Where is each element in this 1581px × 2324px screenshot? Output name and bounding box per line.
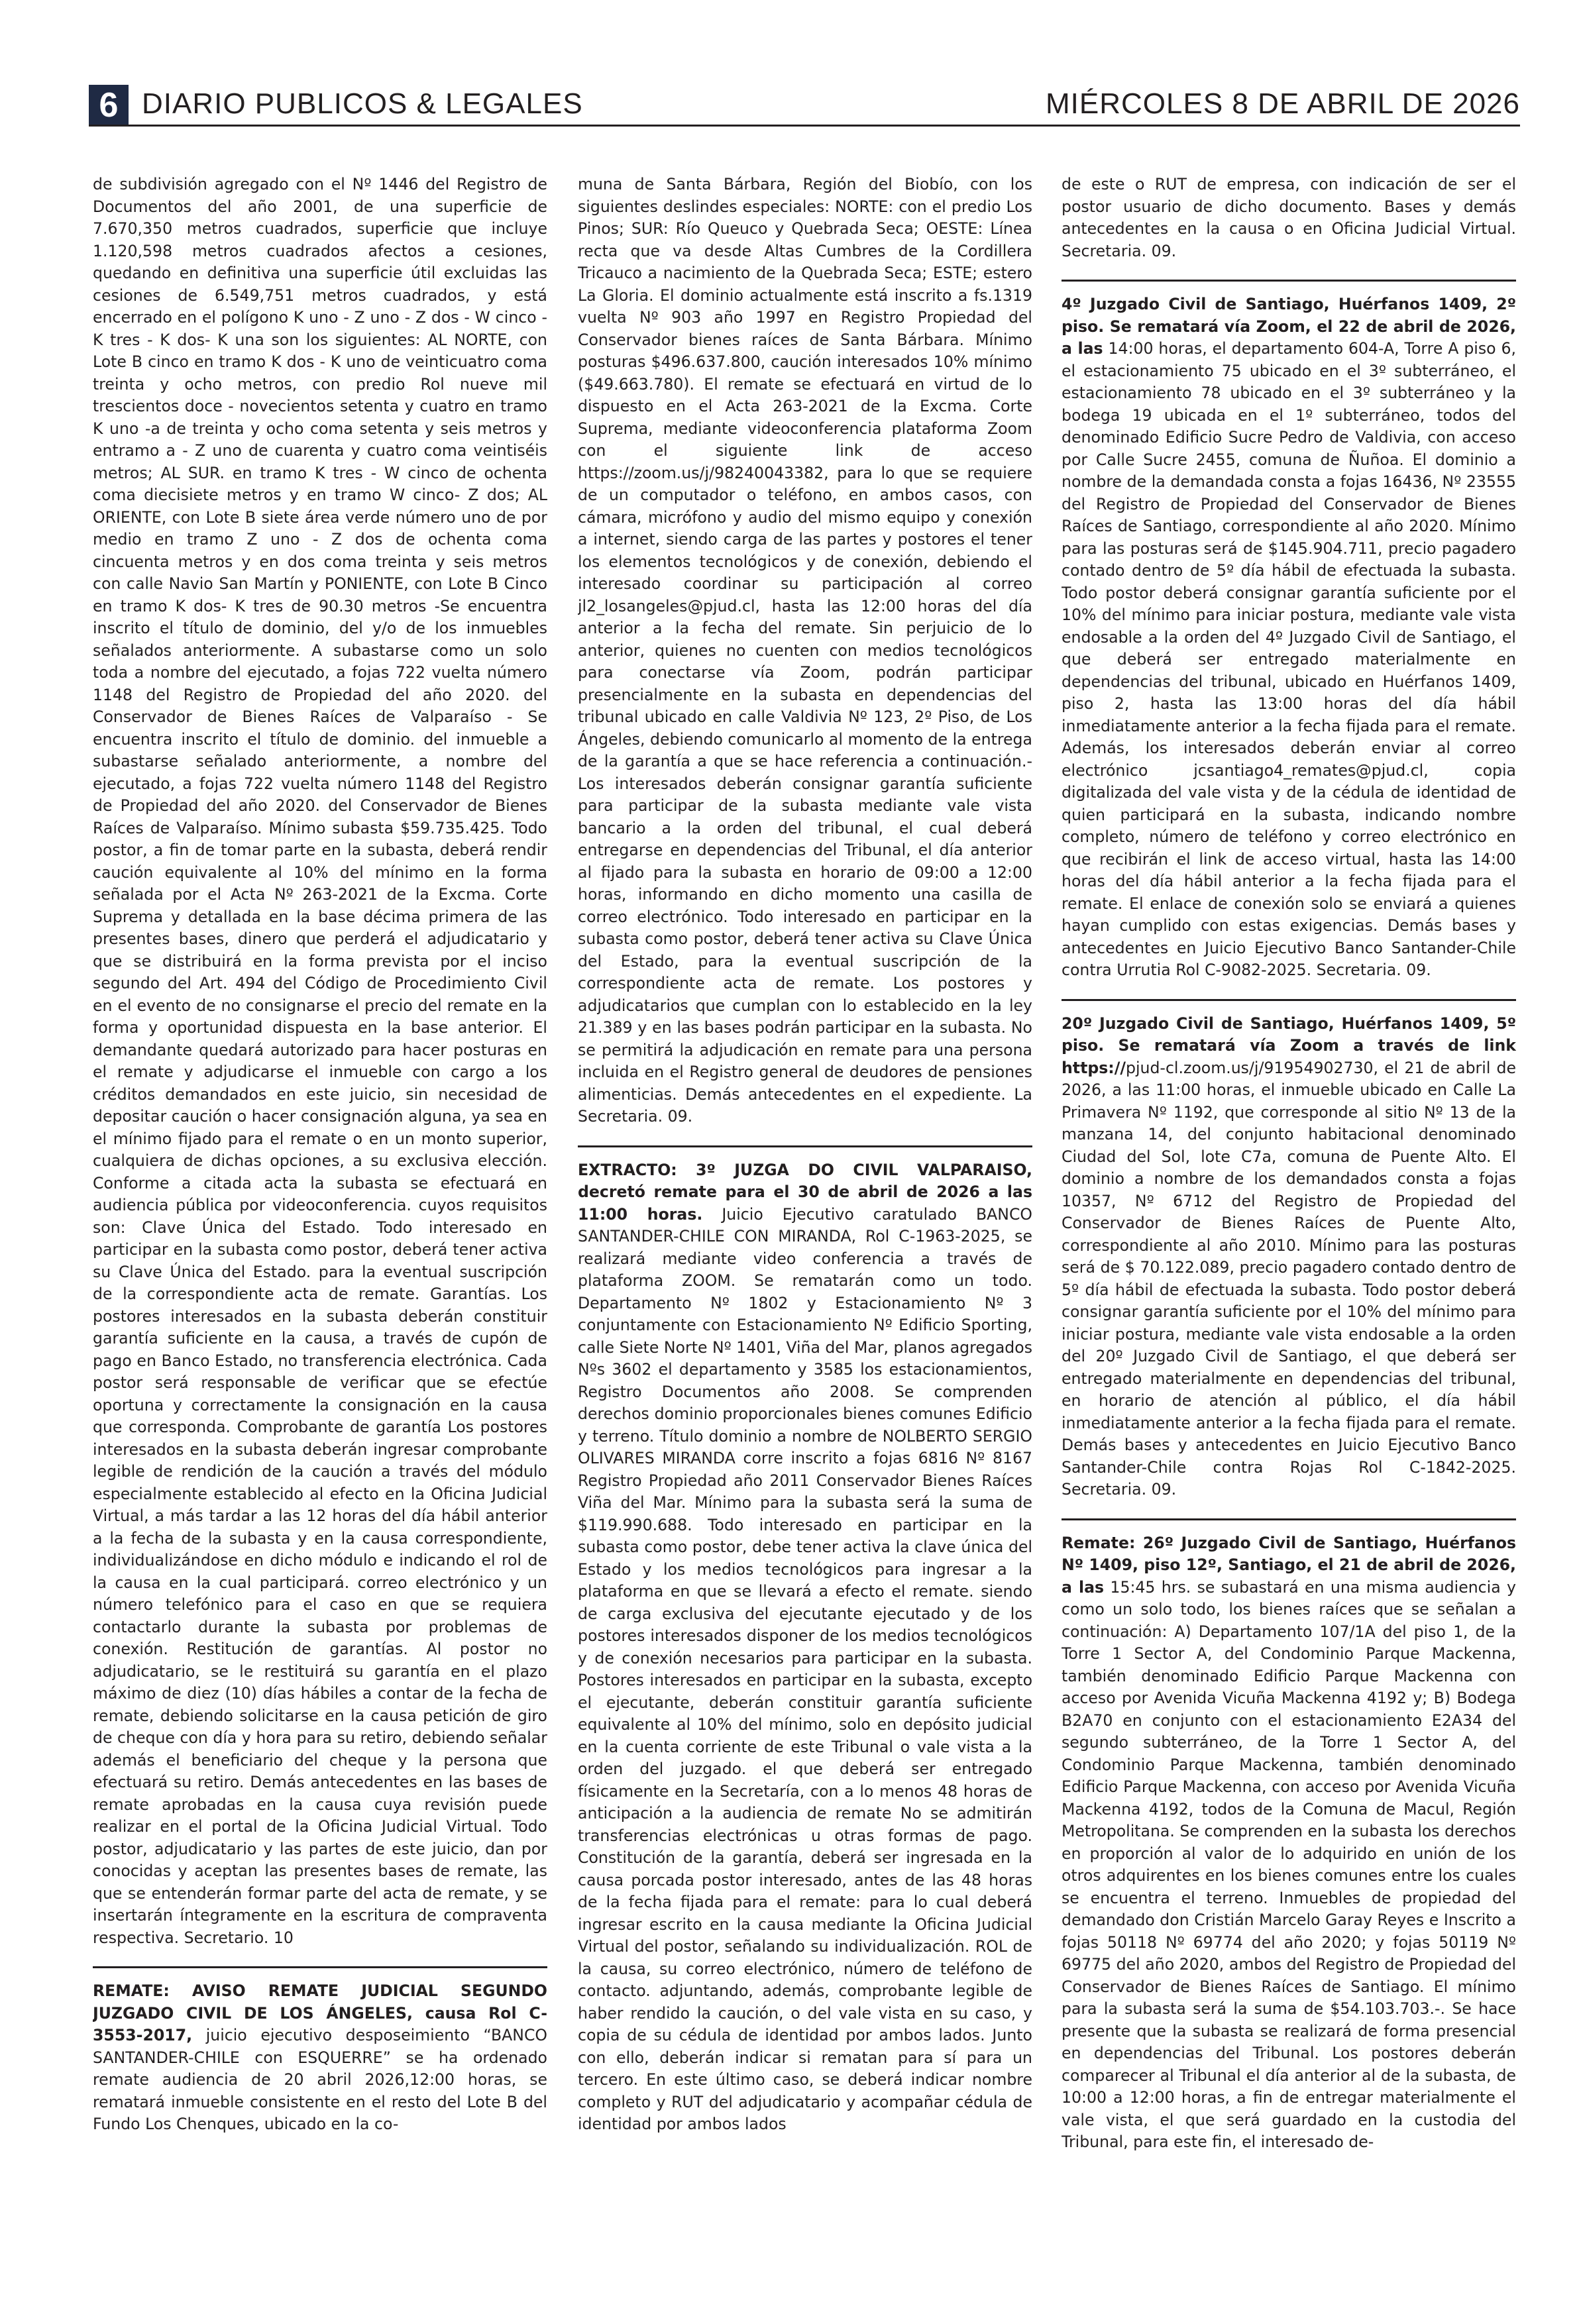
notice-separator [93, 1966, 547, 1968]
notice-continuation [93, 174, 547, 1949]
notice-body: juicio ejecutivo desposeimiento “BANCO SANTANDER-CHILE con ESQUERRE” se ha ordenado remate audiencia de 20 abril 2026,12:00 horas, se rematará inmueble consistente en el resto del Lote B del Fundo Los Chenques, ubicado en la co- [93, 2026, 547, 2133]
issue-date: MIÉRCOLES 8 DE ABRIL DE 2026 [1046, 87, 1520, 120]
notice-los-angeles [93, 1980, 547, 2136]
column-2 [578, 174, 1032, 2287]
notice-heading: EXTRACTO: 3º JUZGA DO CIVIL VALPARAISO, decretó remate para el 30 de abril de 2026 a las 11:00 horas. [578, 1160, 1032, 1224]
page-number: 6 [89, 85, 129, 126]
notice-20-juzgado [1062, 1013, 1516, 1501]
notice-heading: 4º Juzgado Civil de Santiago, Huérfanos 1409, 2º piso. Se rematará vía Zoom, el 22 de abril de 2026, a las [1062, 295, 1516, 358]
column-3 [1062, 174, 1516, 2287]
page-header [89, 78, 1520, 129]
notice-heading: 20º Juzgado Civil de Santiago, Huérfanos 1409, 5º piso. Se rematará vía Zoom a través de link https:// [1062, 1014, 1516, 1077]
notice-body: de subdivisión agregado con el Nº 1446 del Registro de Documentos del año 2001, de una superficie de 7.670,350 metros cuadrados, superficie que incluye 1.120,598 metros cuadrados afectos a cesiones, quedando en definitiva una superficie útil excluidas las cesiones de 6.549,751 metros cuadrados, y está encerrado en el polígono K uno - Z uno - Z dos - W cinco - K tres - K dos- K una son los siguientes: AL NORTE, con Lote B cinco en tramo K dos - K uno de veinticuatro coma treinta y ocho metros, con predio Rol nueve mil trescientos doce - novecientos setenta y cuatro en tramo K uno -a de treinta y ocho coma setenta y seis metros y entramo a - Z uno de cuarenta y cuatro coma veintiséis metros; AL SUR. en tramo K tres - W cinco de ochenta coma diecisiete metros y en tramo W cinco- Z dos; AL ORIENTE, con Lote B siete área verde número uno de por medio en tramo Z uno - Z dos de ochenta coma cincuenta metros y en dos coma treinta y seis metros con calle Navio San Martín y PONIENTE, con Lote B Cinco en tramo K dos- K tres de 90.30 metros -Se encuentra inscrito el título de dominio, del y/o de los inmuebles señalados anteriormente. A subastarse como un solo toda a nombre del ejecutado, a fojas 722 vuelta número 1148 del Registro de Propiedad del año 2020. del Conservador de Bienes Raíces de Valparaíso - Se encuentra inscrito el título de dominio. del inmueble a subastarse señalado anteriormente, a nombre del ejecutado, a fojas 722 vuelta número 1148 del Registro de Propiedad del año 2020. del Conservador de Bienes Raíces de Valparaíso. Mínimo subasta $59.735.425. Todo postor, a fin de tomar parte en la subasta, deberá rendir caución equivalente al 10% del mínimo en la forma señalada por el Acta Nº 263-2021 de la Excma. Corte Suprema y detallada en la base décima primera de las presentes bases, dinero que perderá el adjudicatario y que se distribuirá en la forma prevista por el inciso segundo del Art. 494 del Código de Procedimiento Civil en el evento de no consignarse el precio del remate en la forma y oportunidad dispuesta en la base anterior. El demandante quedará autorizado para hacer posturas en el remate y adjudicarse el inmueble con cargo a los créditos demandados en este juicio, sin necesidad de depositar caución o hacer consignación alguna, ya sea en el mínimo fijado para el remate o en un monto superior, cualquiera de dichas opciones, a su exclusiva elección. Conforme a citada acta la subasta se efectuará en audiencia pública por videoconferencia. cuyos requisitos son: Clave Única del Estado. Todo interesado en participar en la subasta como postor, deberá tener activa su Clave Única del Estado. para la eventual suscripción de la correspondiente acta de remate. Garantías. Los postores interesados en la subasta deberán constituir garantía suficiente en la causa, a través de cupón de pago en Banco Estado, no transferencia electrónica. Cada postor será responsable de verificar que se efectúe oportuna y correctamente la consignación en la causa que corresponda. Comprobante de garantía Los postores interesados en la subasta deberán ingresar comprobante legible de rendición de la caución a través del módulo especialmente establecido al efecto en la Oficina Judicial Virtual, a más tardar a las 12 horas del día hábil anterior a la fecha de la subasta y en la causa correspondiente, individualizándose en dicho módulo e indicando el rol de la causa en la cual participará. correo electrónico y un número telefónico para el caso en que se requiera contactarlo durante la subasta por problemas de conexión. Restitución de garantías. Al postor no adjudicatario, se le restituirá su garantía en el plazo máximo de diez (10) días hábiles a contar de la fecha de remate, debiendo solicitarse en la causa petición de giro de cheque con día y hora para su retiro, debiendo señalar además el beneficiario del cheque y la persona que efectuará su retiro. Demás antecedentes en las bases de remate aprobadas en la causa cuya revisión puede realizar en el portal de la Oficina Judicial Virtual. Todo postor, adjudicatario y las partes de este juicio, dan por conocidas y aceptan las presentes bases de remate, las que se entenderán formar parte del acta de remate, y se insertarán íntegramente en la escritura de compraventa respectiva. Secretario. 10 [93, 175, 547, 1947]
notice-4-juzgado [1062, 293, 1516, 982]
notice-valparaiso [578, 1159, 1032, 2136]
column-1 [93, 174, 547, 2287]
notice-heading: REMATE: AVISO REMATE JUDICIAL SEGUNDO JUZGADO CIVIL DE LOS ÁNGELES, causa Rol C-3553-2017, [93, 1981, 547, 2044]
notice-body: de este o RUT de empresa, con indicación de ser el postor usuario de dicho documento. Bases y demás antecedentes en la causa o en Oficina Judicial Virtual. Secretaria. 09. [1062, 175, 1516, 260]
notice-26-juzgado [1062, 1532, 1516, 2154]
notice-body: muna de Santa Bárbara, Región del Biobío, con los siguientes deslindes especiales: NORTE: con el predio Los Pinos; SUR: Río Queuco y Quebrada Seca; OESTE: Línea recta que va desde Altas Cumbres de la Cordillera Tricauco a nacimiento de la Quebrada Seca; ESTE; estero La Gloria. El dominio actualmente está inscrito a fs.1319 vuelta Nº 903 año 1997 en Registro Propiedad del Conservador bienes raíces de Santa Bárbara. Mínimo posturas $496.637.800, caución interesados 10% mínimo ($49.663.780). El remate se efectuará en virtud de lo dispuesto en el Acta 263-2021 de la Excma. Corte Suprema, mediante videoconferencia plataforma Zoom con el siguiente link de acceso https://zoom.us/j/98240043382, para lo que se requiere de un computador o teléfono, en ambos casos, con cámara, micrófono y audio del mismo equipo y conexión a internet, siendo carga de las partes y postores el tener los elementos tecnológicos y de conexión, debiendo el interesado coordinar su participación al correo jl2_losangeles@pjud.cl, hasta las 12:00 horas del día anterior a la fecha del remate. Sin perjuicio de lo anterior, quienes no cuenten con medios tecnológicos para conectarse vía Zoom, podrán participar presencialmente en la subasta en dependencias del tribunal ubicado en calle Valdivia Nº 123, 2º Piso, de Los Ángeles, debiendo comunicarlo al momento de la entrega de la garantía a que se hace referencia a continuación.-Los interesados deberán consignar garantía suficiente para participar de la subasta mediante vale vista bancario a la orden del tribunal, el cual deberá entregarse en dependencias del Tribunal, el día anterior al fijado para la subasta en horario de 09:00 a 12:00 horas, informando en dicho momento una casilla de correo electrónico. Todo interesado en participar en la subasta como postor, deberá tener activa su Clave Única del Estado, para la eventual suscripción de la correspondiente acta de remate. Los postores y adjudicatarios que cumplan con lo establecido en la ley 21.389 y en las bases podrán participar en la subasta. No se permitirá la adjudicación en remate para una persona incluida en el Registro general de deudores de pensiones alimenticias. Demás antecedentes en el expediente. La Secretaria. 09. [578, 175, 1032, 1126]
notice-separator [578, 1145, 1032, 1147]
notice-heading: Remate: 26º Juzgado Civil de Santiago, Huérfanos Nº 1409, piso 12º, Santiago, el 21 de abril de 2026, a las [1062, 1533, 1516, 1597]
header-rule [89, 125, 1520, 127]
notice-body: 14:00 horas, el departamento 604-A, Torre A piso 6, el estacionamiento 75 ubicado en el 3º subterráneo, el estacionamiento 78 ubicado en el 3º subterráneo y la bodega 19 ubicada en el 1º subterráneo, todos del denominado Edificio Sucre Pedro de Valdivia, con acceso por Calle Sucre 2455, comuna de Ñuñoa. El dominio a nombre de la demandada consta a fojas 16436, Nº 23555 del Registro de Propiedad del Conservador de Bienes Raíces de Santiago, correspondiente al año 2020. Mínimo para las posturas será de $145.904.711, precio pagadero contado dentro de 5º día hábil de efectuada la subasta. Todo postor deberá consignar garantía suficiente por el 10% del mínimo para iniciar postura, mediante vale vista endosable a la orden del 4º Juzgado Civil de Santiago, el que deberá ser entregado materialmente en dependencias del tribunal, ubicado en Huérfanos 1409, piso 2, hasta las 13:00 horas del día hábil inmediatamente anterior a la fecha fijada para el remate. Además, los interesados deberán enviar al correo electrónico jcsantiago4_remates@pjud.cl, copia digitalizada del vale vista y de la cédula de identidad de quien participará en la subasta, indicando nombre completo, número de teléfono y correo electrónico en que recibirán el link de acceso virtual, hasta las 14:00 horas del día hábil anterior a la fecha fijada para el remate. El enlace de conexión solo se enviará a quienes hayan cumplido con estas exigencias. Demás bases y antecedentes en Juicio Ejecutivo Banco Santander-Chile contra Urrutia Rol C-9082-2025. Secretaria. 09. [1062, 339, 1516, 979]
notice-continuation [578, 174, 1032, 1128]
notice-body: pjud-cl.zoom.us/j/91954902730, el 21 de abril de 2026, a las 11:00 horas, el inmueble ubicado en Calle La Primavera Nº 1192, que corresponde al sitio Nº 13 de la manzana 14, del conjunto habitacional denominado Ciudad del Sol, lote C7a, comuna de Puente Alto. El dominio a nombre de los demandados consta a fojas 10357, Nº 6712 del Registro de Propiedad del Conservador de Bienes Raíces de Puente Alto, correspondiente al año 2010. Mínimo para las posturas será de $ 70.122.089, precio pagadero contado dentro de 5º día hábil de efectuada la subasta. Todo postor deberá consignar garantía suficiente por el 10% del mínimo para iniciar postura, mediante vale vista endosable a la orden del 20º Juzgado Civil de Santiago, el que deberá ser entregado materialmente en dependencias del tribunal, en horario de atención al público, el día hábil inmediatamente anterior a la fecha fijada para el remate. Demás bases y antecedentes en Juicio Ejecutivo Banco Santander-Chile contra Rojas Rol C-1842-2025. Secretaria. 09. [1062, 1058, 1516, 1499]
notice-body: 15:45 hrs. se subastará en una misma audiencia y como un solo todo, los bienes raíces que se señalan a continuación: A) Departamento 107/1A del piso 1, de la Torre 1 Sector A, del Condominio Parque Mackenna, también denominado Edificio Parque Mackenna con acceso por Avenida Vicuña Mackenna 4192 y; B) Bodega B2A70 en conjunto con el estacionamiento E2A34 del segundo subterráneo, de la Torre 1 Sector A, del Condominio Parque Mackenna, también denominado Edificio Parque Mackenna, con acceso por Avenida Vicuña Mackenna 4192, todos de la Comuna de Macul, Región Metropolitana. Se comprenden en la subasta los derechos en proporción al valor de lo adquirido en unión de los otros adquirentes en los bienes comunes entre los cuales se encuentra el terreno. Inmuebles de propiedad del demandado don Cristián Marcelo Garay Reyes e Inscrito a fojas 50118 Nº 69774 del año 2020; y fojas 50119 Nº 69775 del año 2020, ambos del Registro de Propiedad del Conservador de Bienes Raíces de Santiago. El mínimo para la subasta será la suma de $54.103.703.-. Se hace presente que la subasta se realizará de forma presencial en dependencias del Tribunal. Los postores deberán comparecer al Tribunal el día anterior al de la subasta, de 10:00 a 12:00 horas, a fin de entregar materialmente el vale vista, el que será guardado en la custodia del Tribunal, para este fin, el interesado de- [1062, 1577, 1516, 2151]
notice-separator [1062, 1518, 1516, 1520]
publication-title: DIARIO PUBLICOS & LEGALES [142, 87, 583, 120]
notice-separator [1062, 280, 1516, 282]
notice-body: Juicio Ejecutivo caratulado BANCO SANTANDER-CHILE CON MIRANDA, Rol C-1963-2025, se realizará mediante video conferencia a través de plataforma ZOOM. Se rematarán como un todo. Departamento Nº 1802 y Estacionamiento Nº 3 conjuntamente con Estacionamiento Nº Edificio Sporting, calle Siete Norte Nº 1401, Viña del Mar, planos agregados Nºs 3602 el departamento y 3585 los estacionamientos, Registro Documentos año 2008. Se comprenden derechos dominio proporcionales bienes comunes Edificio y terreno. Título dominio a nombre de NOLBERTO SERGIO OLIVARES MIRANDA corre inscrito a fojas 6816 Nº 8167 Registro Propiedad año 2011 Conservador Bienes Raíces Viña del Mar. Mínimo para la subasta será la suma de $119.990.688. Todo interesado en participar en la subasta como postor, debe tener activa la clave única del Estado y los medios tecnológicos para ingresar a la plataforma en que se llevará a efecto el remate. siendo de carga exclusiva del ejecutante ejecutado y de los postores interesados disponer de los medios tecnológicos y de conexión necesarios para participar en la subasta. Postores interesados en participar en la subasta, excepto el ejecutante, deberán constituir garantía suficiente equivalente al 10% del mínimo, solo en depósito judicial en la cuenta corriente de este Tribunal o vale vista a la orden del juzgado. el que deberá ser entregado físicamente en la Secretaría, con a lo menos 48 horas de anticipación a la audiencia de remate No se admitirán transferencias electrónicas u otras formas de pago. Constitución de la garantía, deberá ser ingresada en la causa porcada postor interesado, antes de las 48 horas de la fecha fijada para el remate: para lo cual deberá ingresar escrito en la causa mediante la Oficina Judicial Virtual del postor, señalando su individualización. ROL de la causa, su correo electrónico, número de teléfono de contacto. adjuntando, además, comprobante legible de haber rendido la caución, o del vale vista en su caso, y copia de su cédula de identidad por ambos lados. Junto con ello, deberán indicar si rematan para sí para un tercero. En este último caso, se deberá indicar nombre completo y RUT del adjudicatario y acompañar cédula de identidad por ambos lados [578, 1204, 1032, 2133]
notice-separator [1062, 999, 1516, 1001]
notice-continuation [1062, 174, 1516, 262]
